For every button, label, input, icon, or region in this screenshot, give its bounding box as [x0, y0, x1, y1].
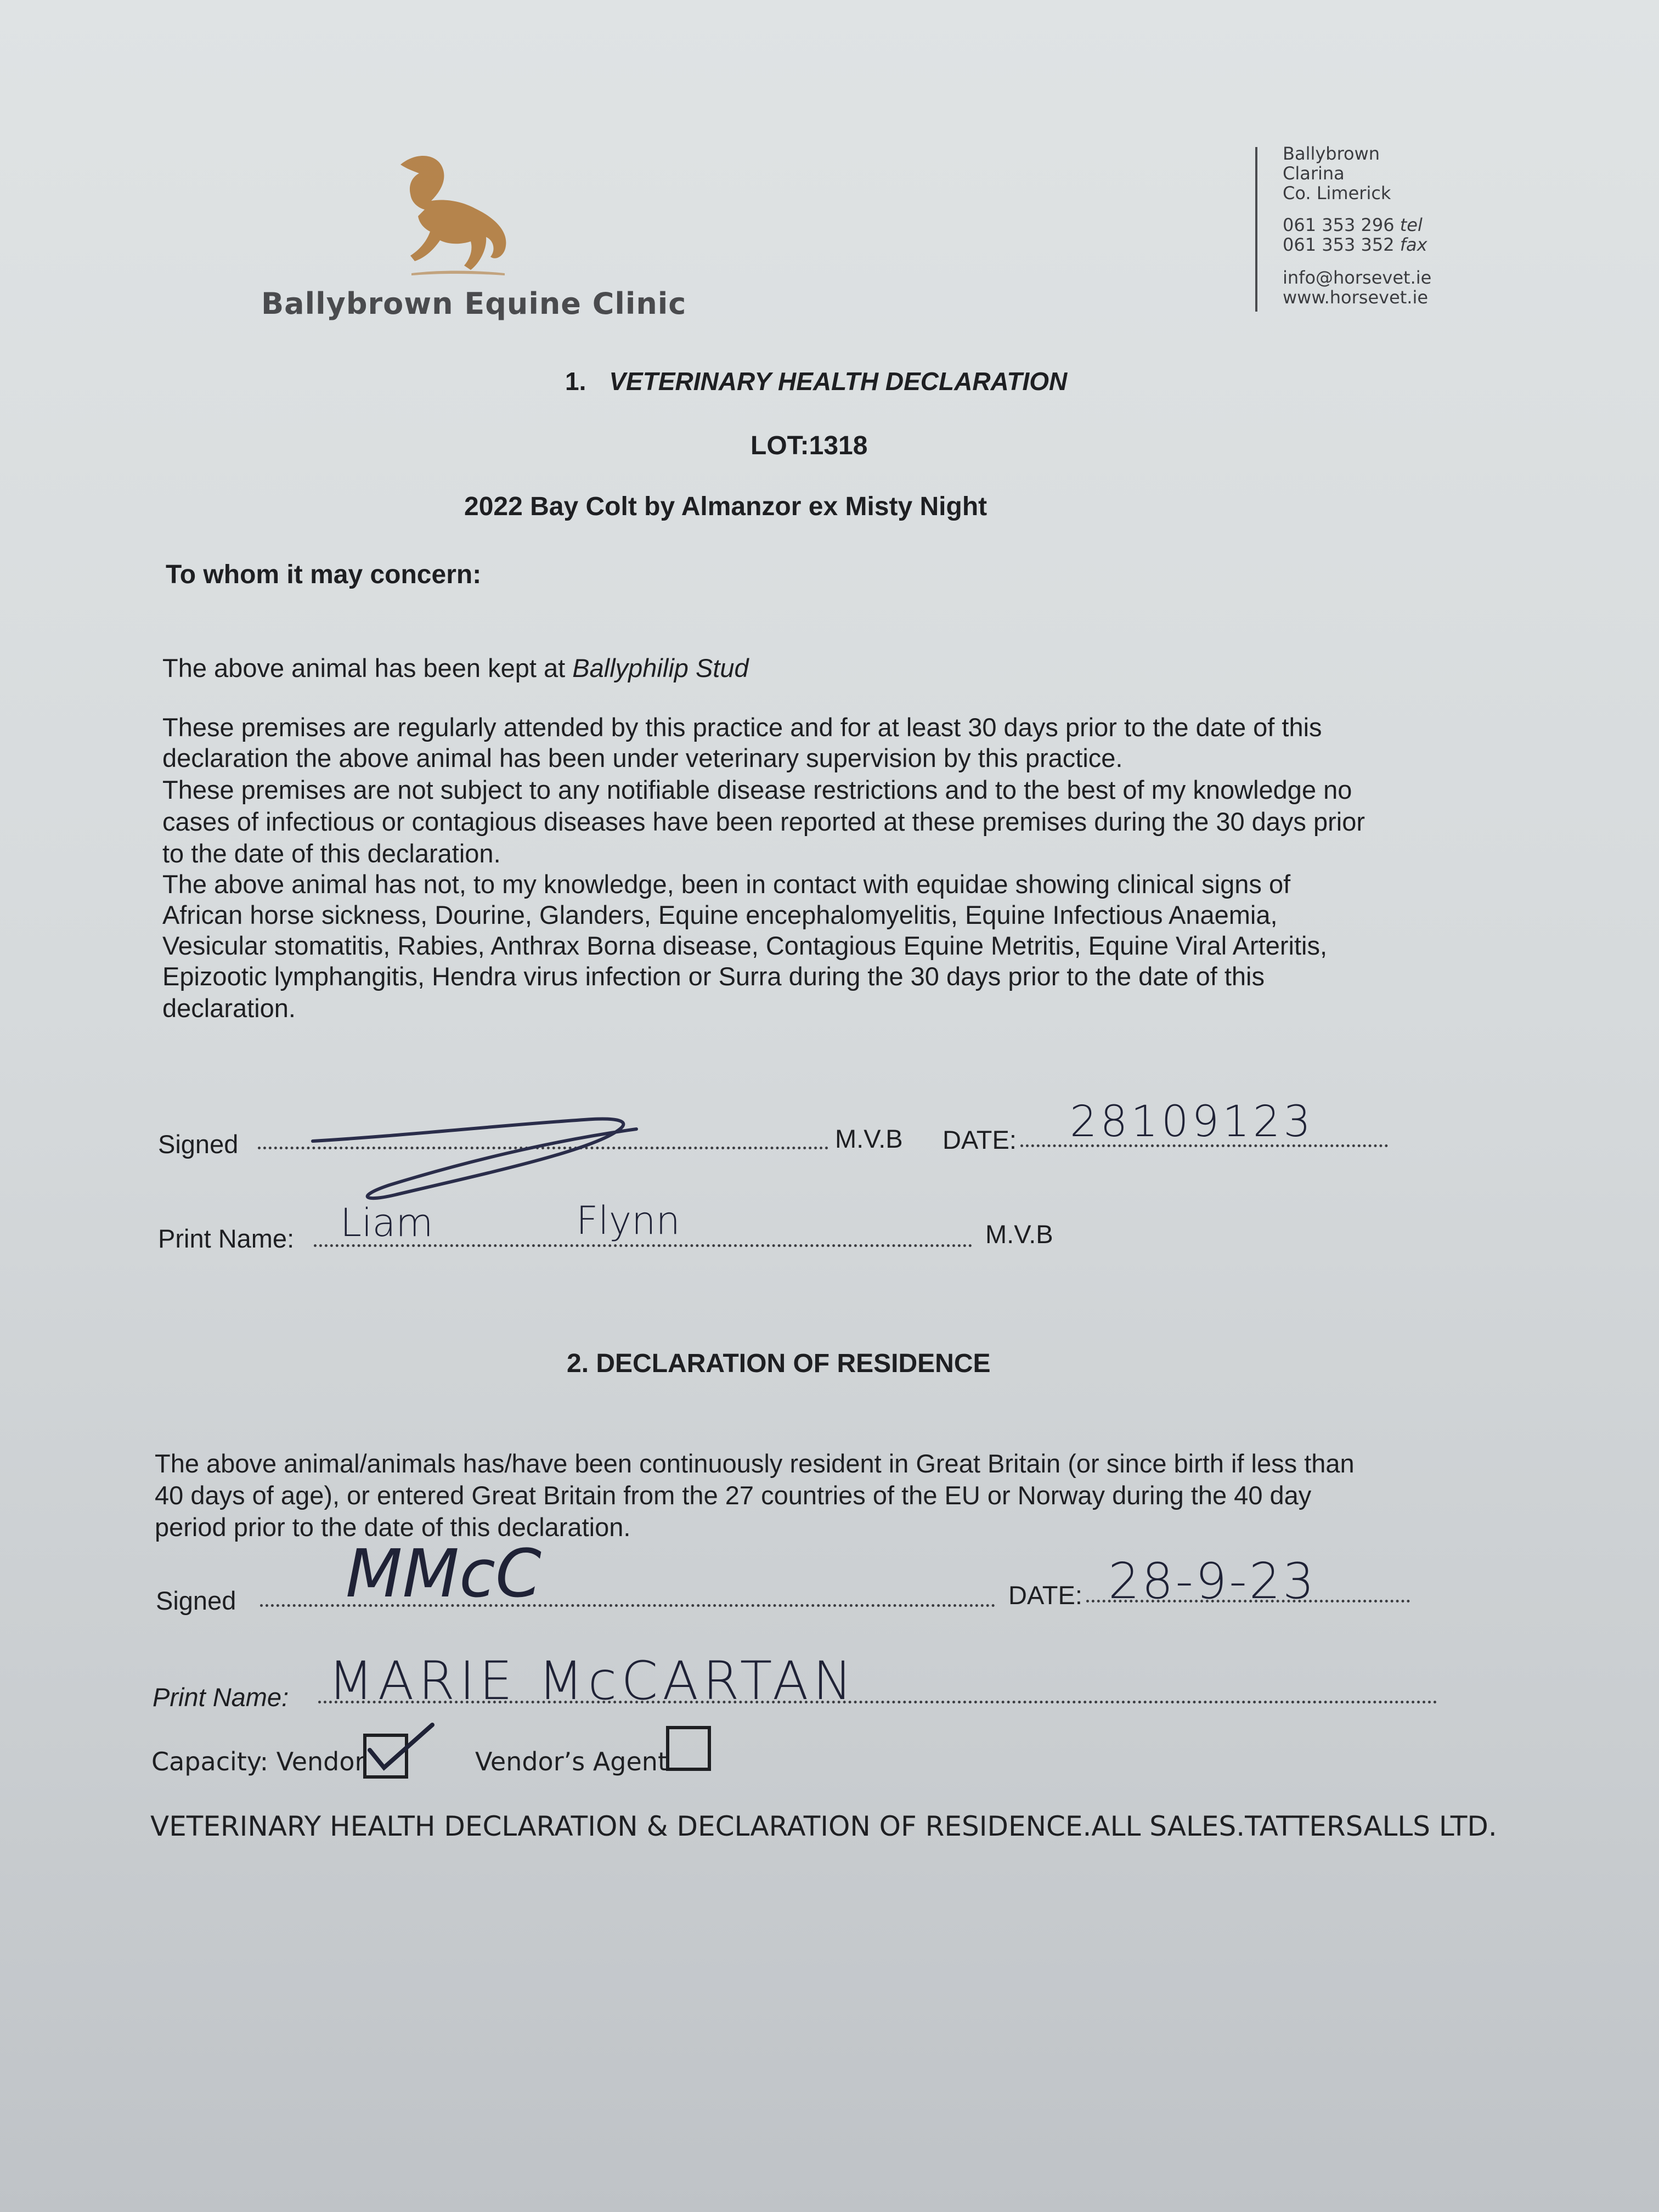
signed-label: Signed	[158, 1130, 239, 1159]
s1-para-line: These premises are regularly attended by this practice and for at least 30 days prior to the date of this	[162, 713, 1322, 742]
s1-para-line: Vesicular stomatitis, Rabies, Anthrax Borna disease, Contagious Equine Metritis, Equine Viral Arteritis,	[162, 931, 1328, 960]
vendor-agent-label: Vendor’s Agent	[475, 1747, 668, 1776]
date-handwritten-2: 28-9-23	[1108, 1553, 1317, 1610]
email: info@horsevet.ie	[1283, 267, 1432, 288]
s1-para-line: Epizootic lymphangitis, Hendra virus infection or Surra during the 30 days prior to the date of this	[162, 962, 1265, 991]
footer-text: VETERINARY HEALTH DECLARATION & DECLARATION OF RESIDENCE.ALL SALES.TATTERSALLS LTD.	[150, 1810, 1497, 1842]
print-name-label-2: Print Name:	[153, 1683, 289, 1712]
signed-label-2: Signed	[156, 1586, 236, 1615]
kept-place: Ballyphilip Stud	[572, 653, 749, 682]
horse-logo-icon	[379, 148, 527, 280]
section1-number: 1.	[565, 367, 586, 396]
s1-para-line: declaration.	[162, 994, 296, 1023]
kept-at-line	[162, 653, 749, 683]
print-name-label: Print Name:	[158, 1224, 295, 1253]
mvb-label: M.V.B	[835, 1124, 903, 1153]
s2-para-line: The above animal/animals has/have been continuously resident in Great Britain (or since birth if less than	[155, 1449, 1355, 1478]
date-label-2: DATE:	[1008, 1581, 1082, 1610]
lot-number: LOT:1318	[751, 431, 868, 460]
mvb-label-2: M.V.B	[985, 1220, 1053, 1249]
print-name-first: Liam	[340, 1200, 433, 1245]
phone-line	[1283, 215, 1423, 235]
phone-suffix: tel	[1400, 215, 1423, 235]
phone-number: 061 353 296	[1283, 215, 1395, 235]
salutation: To whom it may concern:	[166, 560, 482, 589]
fax-suffix: fax	[1400, 234, 1427, 255]
s1-para-line: The above animal has not, to my knowledge, been in contact with equidae showing clinical signs of	[162, 870, 1291, 899]
s1-para-line: These premises are not subject to any notifiable disease restrictions and to the best of my knowledge no	[162, 775, 1352, 804]
date-handwritten: 28109123	[1070, 1097, 1314, 1147]
fax-line	[1283, 235, 1427, 255]
kept-prefix: The above animal has been kept at	[162, 653, 573, 682]
print-name-handwritten: MARIE McCARTAN	[328, 1650, 857, 1712]
date-label: DATE:	[943, 1125, 1017, 1154]
section1-title	[565, 366, 1067, 396]
address-line-2: Clarina	[1283, 163, 1345, 184]
section1-title-text: VETERINARY HEALTH DECLARATION	[609, 367, 1068, 396]
s1-para-line: to the date of this declaration.	[162, 839, 501, 868]
vendor-agent-checkbox[interactable]	[666, 1726, 711, 1771]
address-line-3: Co. Limerick	[1283, 183, 1391, 204]
clinic-name: Ballybrown Equine Clinic	[261, 286, 687, 321]
owner-signature: MMcC	[346, 1536, 541, 1612]
s1-para-line: African horse sickness, Dourine, Glanders, Equine encephalomyelitis, Equine Infectious Anaemia,	[162, 900, 1278, 929]
print-name-last: Flynn	[576, 1198, 680, 1243]
vet-signature	[307, 1103, 669, 1207]
horse-description: 2022 Bay Colt by Almanzor ex Misty Night	[464, 492, 988, 521]
address-divider	[1255, 147, 1257, 312]
s2-para-line: period prior to the date of this declaration.	[155, 1513, 631, 1542]
section2-title: 2. DECLARATION OF RESIDENCE	[567, 1349, 991, 1378]
address-line-1: Ballybrown	[1283, 143, 1380, 164]
capacity-vendor-label: Capacity: Vendor	[151, 1747, 365, 1776]
s1-para-line: declaration the above animal has been under veterinary supervision by this practice.	[162, 743, 1123, 772]
s1-para-line: cases of infectious or contagious diseases have been reported at these premises during the 30 days prior	[162, 807, 1365, 836]
fax-number: 061 353 352	[1283, 234, 1395, 255]
check-mark-icon	[362, 1717, 439, 1778]
website: www.horsevet.ie	[1283, 287, 1429, 308]
s2-para-line: 40 days of age), or entered Great Britain from the 27 countries of the EU or Norway during the 40 day	[155, 1481, 1312, 1510]
